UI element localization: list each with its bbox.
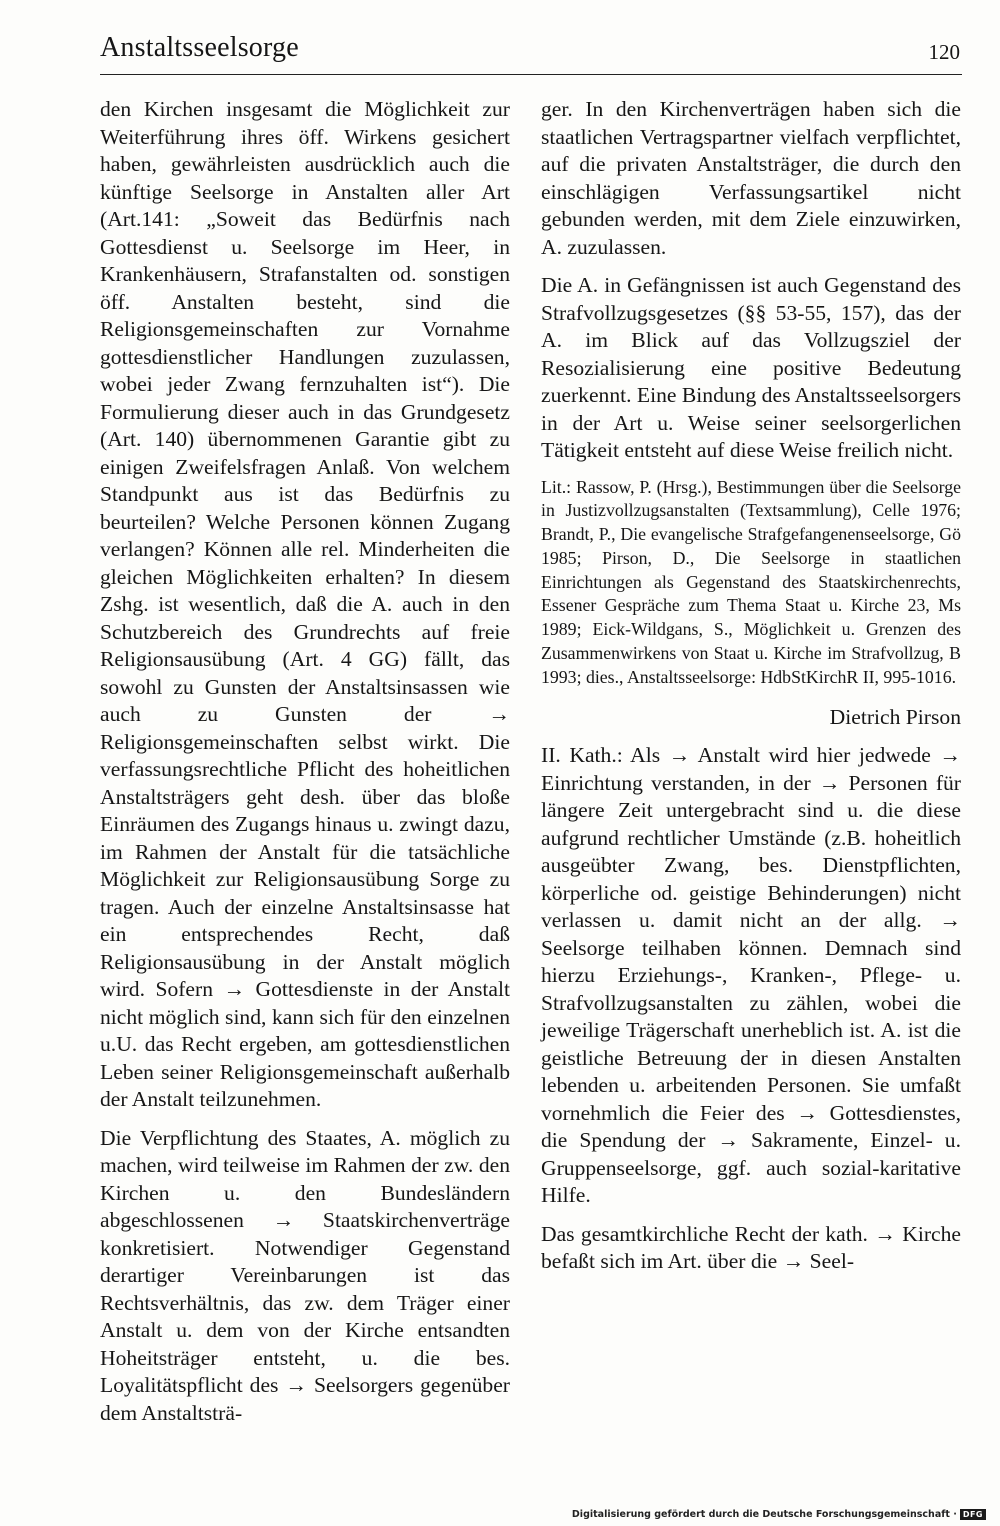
right-paragraph-2: Die A. in Gefängnissen ist auch Gegenstand des Strafvollzugsgesetzes (§§ 53-55, 157), das der A. im Blick auf das Vollzugsziel der Resozialisierung eine positive Bedeutung zuerkennt. Eine Bindung des Anstaltsseelsorgers in der Art u. Weise seiner seelsorgerlichen Tätigkeit entsteht auf diese Weise freilich nicht. [541,273,962,462]
digitization-footer [572,1509,986,1520]
literature-list: Lit.: Rassow, P. (Hrsg.), Bestimmungen über die Seelsorge in Justizvollzugsanstalten (Textsammlung), Celle 1976; Brandt, P., Die evangelische Strafgefangenenseelsorge, Gö 1985; Pirson, D., Die Seelsorge in staatlichen Einrichtungen als Gegenstand des Staatskirchenrechts, Essener Gespräche zum Thema Staat u. Kirche 23, Ms 1989; Eick-Wildgans, S., Möglichkeit u. Grenzen des Zusammenwirkens von Staat u. Kirche im Strafvollzug, B 1993; dies., Anstaltsseelsorge: HdbStKirchR II, 995-1016. [541,476,961,687]
right-paragraph-1: ger. In den Kirchenverträgen haben sich die staatlichen Vertragspartner vielfach verpflichtet, auf die privaten Anstaltsträger, die durch den einschlägigen Verfassungsartikel nicht gebunden werden, mit dem Ziele einzuwirken, A. zuzulassen. [541,97,961,259]
dfg-logo: DFG [960,1509,986,1520]
running-title: Anstaltsseelsorge [100,32,299,63]
page-number: 120 [928,40,960,64]
running-header [100,30,962,75]
left-paragraph-1: den Kirchen insgesamt die Möglichkeit zur Weiterführung ihres öff. Wirkens gesichert haben, gewährleisten ausdrücklich auch die künftige Seelsorge in Anstalten aller Art (Art.141: „Soweit das Bedürfnis nach Gottesdienst u. Seelsorge im Heer, in Krankenhäusern, Strafanstalten od. sonstigen öff. Anstalten besteht, sind die Religionsgemeinschaften zur Vornahme gottesdienstlicher Handlungen zuzulassen, wobei jeder Zwang fernzuhalten ist“). Die Formulierung dieser auch in das Grundgesetz (Art. 140) übernommenen Garantie gibt zu einigen Zweifelsfragen Anlaß. Von welchem Standpunkt aus ist das Bedürfnis zu beurteilen? Welche Personen können Zugang verlangen? Können alle rel. Minderheiten die gleichen Möglichkeiten erhalten? In diesem Zshg. ist wesentlich, daß die A. auch in den Schutzbereich des Grundrechts auf freie Religionsausübung (Art. 4 GG) fällt, das sowohl zu Gunsten der Anstaltsinsassen wie auch zu Gunsten der → Religionsgemeinschaften selbst wirkt. Die verfassungsrechtliche Pflicht des hoheitlichen Anstaltsträgers geht desh. über das bloße Einräumen des Zugangs hinaus u. zwingt dazu, im Rahmen der Anstalt für die tatsächliche Möglichkeit zur Religionsausübung Sorge zu tragen. Auch der einzelne Anstaltsinsasse hat ein entsprechendes Recht, daß Religionsausübung in der Anstalt möglich wird. Sofern → Gottesdienste in der Anstalt nicht möglich sind, kann sich für den einzelnen u.U. das Recht ergeben, am gottesdienstlichen Leben seiner Religionsgemeinschaft außerhalb der Anstalt teilzunehmen. [100,97,510,1111]
right-paragraph-3: II. Kath.: Als → Anstalt wird hier jedwede → Einrichtung verstanden, in der → Personen für längere Zeit untergebracht sind u. die diese aufgrund rechtlicher Umstände (z.B. hoheitlich ausgeübter Zwang, bes. Dienstpflichten, körperliche od. geistige Behinderungen) nicht verlassen u. damit nicht an der allg. → Seelsorge teilhaben können. Demnach sind hierzu Erziehungs-, Kranken-, Pflege- u. Strafvollzugsanstalten zu zählen, wobei die jeweilige Trägerschaft unerheblich ist. A. ist die geistliche Betreuung der in diesen Anstalten lebenden u. arbeitenden Personen. Sie umfaßt vornehmlich die Feier des → Gottesdienstes, die Spendung der → Sakramente, Einzel- u. Gruppenseelsorge, ggf. auch sozial-karitative Hilfe. [541,743,961,1208]
author-name: Dietrich Pirson [829,704,961,729]
left-paragraph-2: Die Verpflichtung des Staates, A. möglich zu machen, wird teilweise im Rahmen der zw. den Kirchen u. den Bundesländern abgeschlossenen → Staatskirchenverträge konkretisiert. Notwendiger Gegenstand derartiger Vereinbarungen ist das Rechtsverhältnis, das zw. dem Träger einer Anstalt u. dem von der Kirche entsandten Hoheitsträger entsteht, u. die bes. Loyalitätspflicht des → Seelsorgers gegenüber dem Anstaltsträ- [100,1125,510,1425]
right-paragraph-4: Das gesamtkirchliche Recht der kath. → Kirche befaßt sich im Art. über die → Seel- [541,1221,961,1274]
footer-text: Digitalisierung gefördert durch die Deutsche Forschungsgemeinschaft · [571,1509,957,1520]
right-column [541,96,961,1287]
left-column [100,96,510,1438]
